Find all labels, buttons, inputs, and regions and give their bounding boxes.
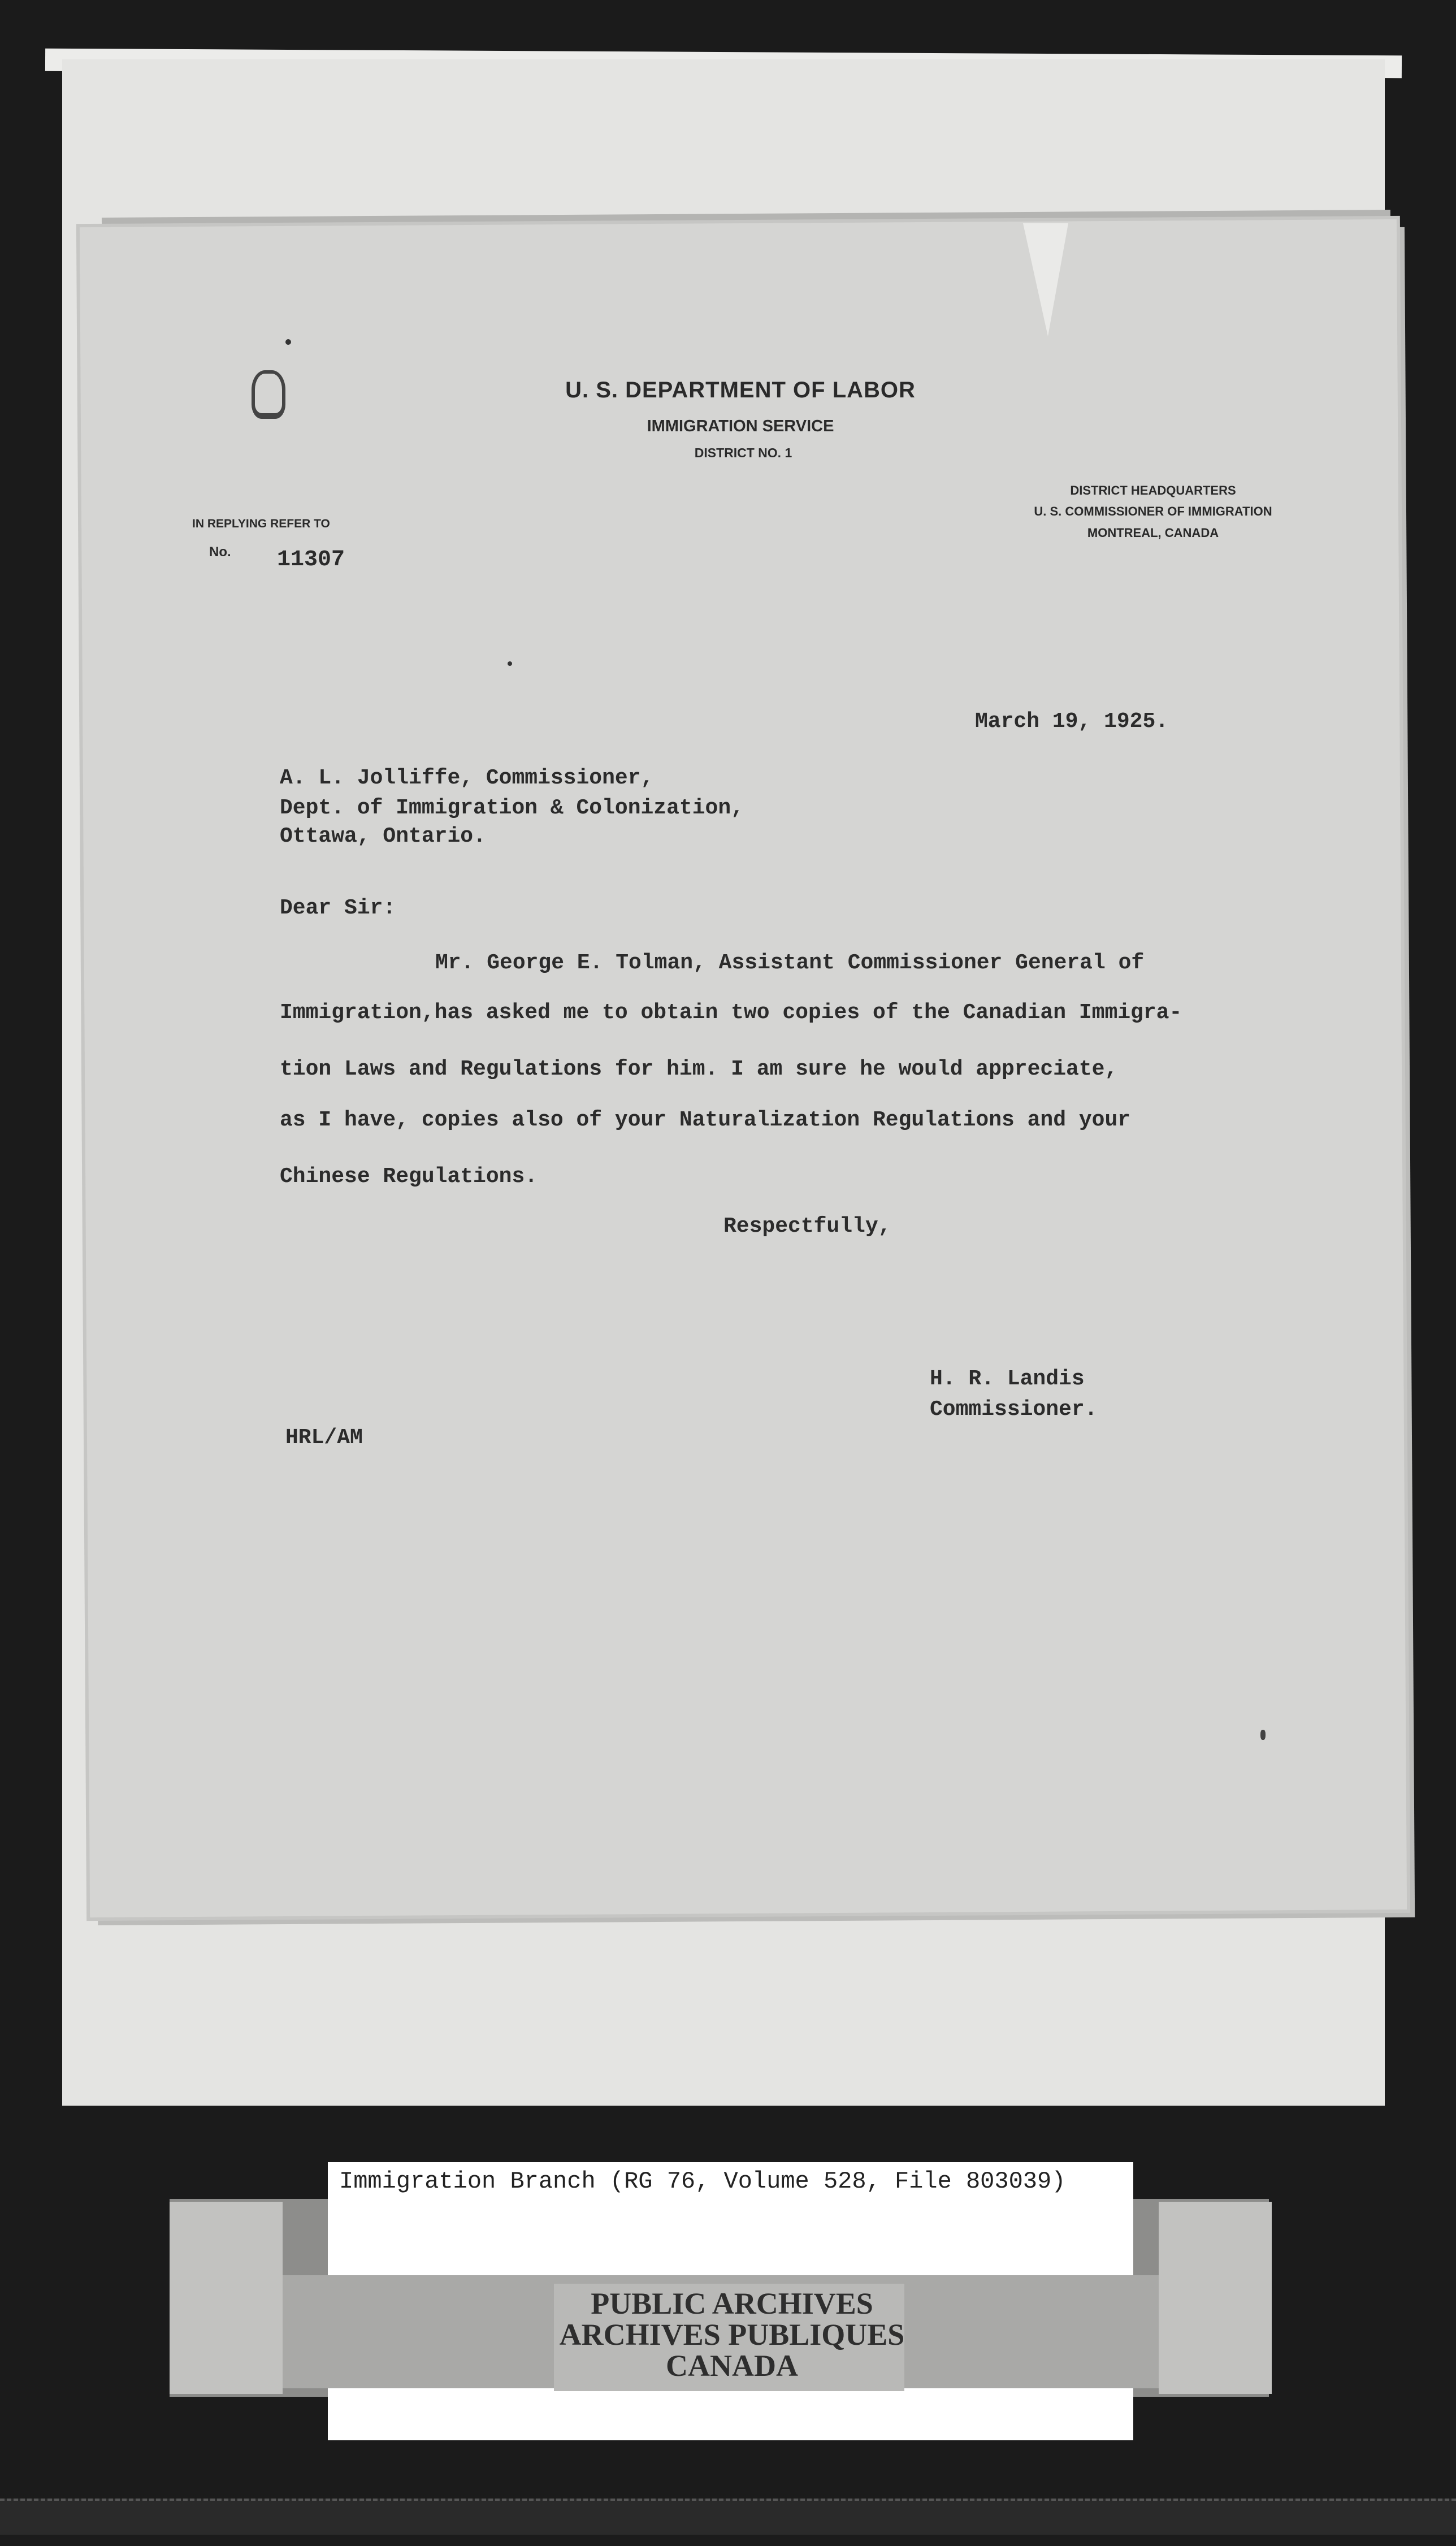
film-edge [0,2499,1456,2535]
archive-mount-right [1159,2202,1272,2394]
ink-spot [285,339,291,345]
body-line: tion Laws and Regulations for him. I am sure he would appreciate, [280,1057,1118,1081]
signature-title: Commissioner. [930,1397,1098,1422]
body-line: Immigration,has asked me to obtain two copies of the Canadian Immigra- [280,1001,1182,1025]
archive-caption: Immigration Branch (RG 76, Volume 528, File 803039) [339,2168,1066,2195]
archive-stamp-line: ARCHIVES PUBLIQUES [559,2318,905,2352]
salutation: Dear Sir: [280,896,396,920]
body-line: as I have, copies also of your Naturalization Regulations and your [280,1108,1131,1132]
department-title: U. S. DEPARTMENT OF LABOR [565,378,916,402]
typist-initials: HRL/AM [285,1426,363,1450]
headquarters-line: DISTRICT HEADQUARTERS [1070,483,1236,497]
archive-stamp-line: CANADA [666,2349,798,2383]
headquarters-line: MONTREAL, CANADA [1087,526,1219,540]
signature-name: H. R. Landis [930,1367,1085,1391]
district-title: DISTRICT NO. 1 [694,445,792,460]
ink-spot [508,661,512,666]
handwritten-mark [252,370,285,419]
archive-mount-left [170,2202,283,2394]
address-line: Dept. of Immigration & Colonization, [280,796,744,820]
refer-label: IN REPLYING REFER TO [192,517,330,530]
headquarters-line: U. S. COMMISSIONER OF IMMIGRATION [1034,504,1272,518]
address-line: Ottawa, Ontario. [280,824,486,848]
file-number-label: No. [209,544,231,560]
closing: Respectfully, [723,1214,891,1239]
service-title: IMMIGRATION SERVICE [647,417,834,435]
letter-date: March 19, 1925. [975,709,1169,734]
file-number: 11307 [277,547,345,573]
address-line: A. L. Jolliffe, Commissioner, [280,766,654,790]
ink-spot [1260,1730,1266,1740]
archive-stamp-line: PUBLIC ARCHIVES [591,2287,873,2320]
body-line: Mr. George E. Tolman, Assistant Commissioner General of [435,951,1145,975]
body-line: Chinese Regulations. [280,1164,538,1189]
